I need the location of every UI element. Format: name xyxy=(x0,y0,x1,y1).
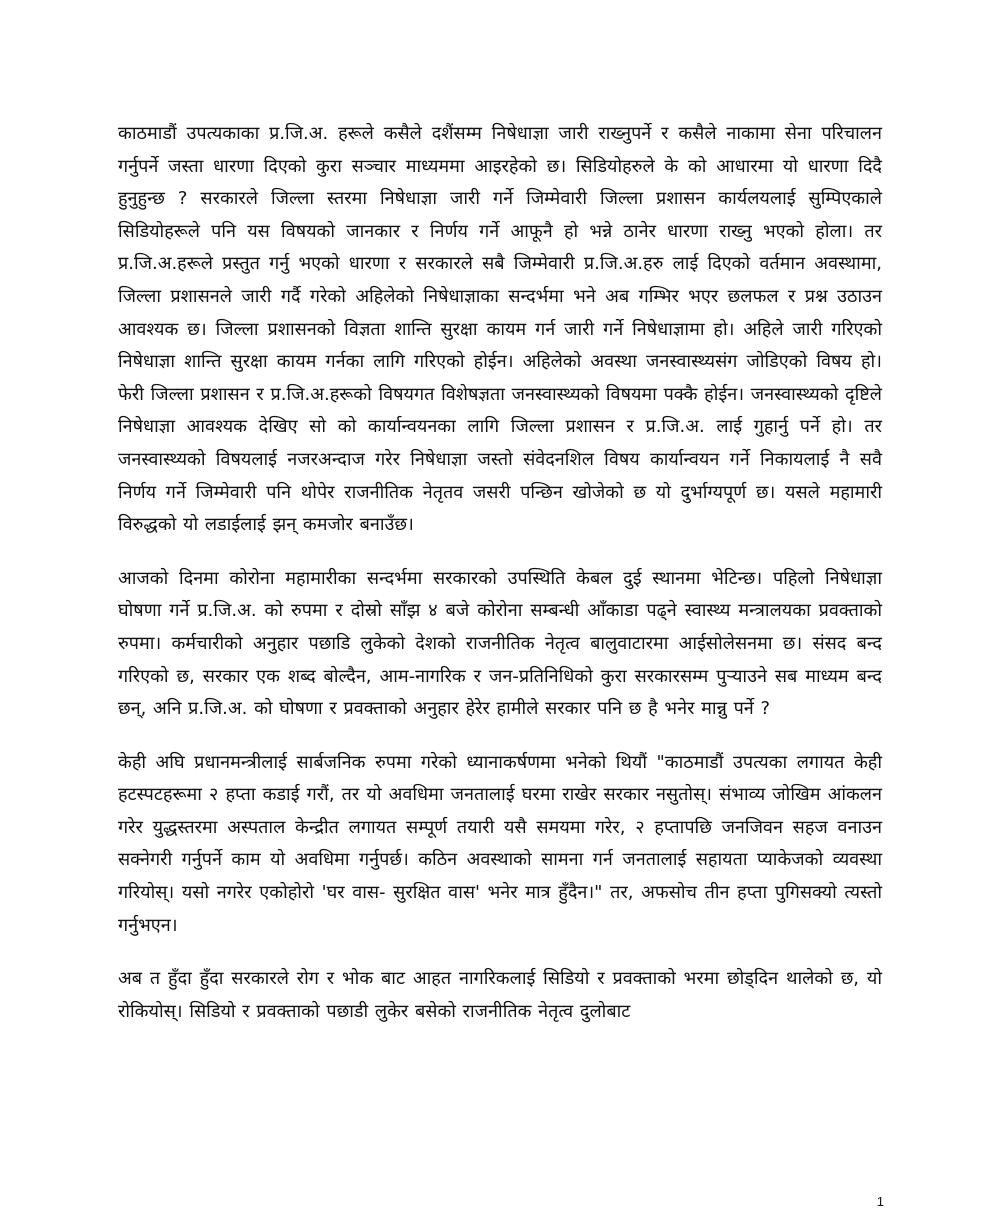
page-number: 1 xyxy=(876,1194,884,1209)
paragraph-3: केही अघि प्रधानमन्त्रीलाई सार्बजनिक रुपमा गरेको ध्यानाकर्षणमा भनेको थियौं "काठमाडौं उपत्यका लगायत केही हटस्पटहरूमा २ हप्ता कडाई गरौं, तर यो अवधिमा जनतालाई घरमा राखेर सरकार नसुतोस्। संभाव्य जोखिम आंकलन गरेर युद्धस्तरमा अस्पताल केन्द्रीत लगायत सम्पूर्ण तयारी यसै समयमा गरेर, २ हप्तापछि जनजिवन सहज वनाउन सक्नेगरी गर्नुपर्ने काम यो अवधिमा गर्नुपर्छ। कठिन अवस्थाको सामना गर्न जनतालाई सहायता प्याकेजको व्यवस्था गरियोस्। यसो नगरेर एकोहोरो 'घर वास- सुरक्षित वास' भनेर मात्र हुँदैन।" तर, अफसोच तीन हप्ता पुगिसक्यो त्यस्तो गर्नुभएन। xyxy=(118,751,882,936)
paragraph-1: काठमाडौं उपत्यकाका प्र.जि.अ. हरूले कसैले दशैंसम्म निषेधाज्ञा जारी राख्नुपर्ने र कसैले नाकामा सेना परिचालन गर्नुपर्ने जस्ता धारणा दिएको कुरा सञ्चार माध्यममा आइरहेको छ। सिडियोहरुले के को आधारमा यो धारणा दिदै हुनुहुन्छ ? सरकारले जिल्ला स्तरमा निषेधाज्ञा जारी गर्ने जिम्मेवारी जिल्ला प्रशासन कार्यलयलाई सुम्पिएकाले सिडियोहरूले पनि यस विषयको जानकार र निर्णय गर्ने आफूनै हो भन्ने ठानेर धारणा राख्नु भएको होला। तर प्र.जि.अ.हरूले प्रस्तुत गर्नु भएको धारणा र सरकारले सबै जिम्मेवारी प्र.जि.अ.हरु लाई दिएको वर्तमान अवस्थामा, जिल्ला प्रशासनले जारी गर्दै गरेको अहिलेको निषेधाज्ञाका सन्दर्भमा भने अब गम्भिर भएर छलफल र प्रश्न उठाउन आवश्यक छ। जिल्ला प्रशासनको विज्ञता शान्ति सुरक्षा कायम गर्न जारी गर्ने निषेधाज्ञामा हो। अहिले जारी गरिएको निषेधाज्ञा शान्ति सुरक्षा कायम गर्नका लागि गरिएको होईन। अहिलेको अवस्था जनस्वास्थ्यसंग जोडिएको विषय हो। फेरी जिल्ला प्रशासन र प्र.जि.अ.हरूको विषयगत विशेषज्ञता जनस्वास्थ्यको विषयमा पक्कै होईन। जनस्वास्थ्यको दृष्टिले निषेधाज्ञा आवश्यक देखिए सो को कार्यान्वयनका लागि जिल्ला प्रशासन र प्र.जि.अ. लाई गुहार्नु पर्ने हो। तर जनस्वास्थ्यको विषयलाई नजरअन्दाज गरेर निषेधाज्ञा जस्तो संवेदनशिल विषय कार्यान्वयन गर्ने निकायलाई नै सवै निर्णय गर्ने जिम्मेवारी पनि थोपेर राजनीतिक नेतृतव जसरी पन्छिन खोजेको छ यो दुर्भाग्यपूर्ण छ। यसले महामारी विरुद्धको यो लडाईलाई झन् कमजोर बनाउँछ। xyxy=(118,123,882,536)
paragraph-4: अब त हुँदा हुँदा सरकारले रोग र भोक बाट आहत नागरिकलाई सिडियो र प्रवक्ताको भरमा छोड्दिन थालेको छ, यो रोकियोस्। सिडियो र प्रवक्ताको पछाडी लुकेर बसेको राजनीतिक नेतृत्व दुलोबाट xyxy=(118,968,882,1022)
document-body xyxy=(118,118,882,1049)
paragraph-2: आजको दिनमा कोरोना महामारीका सन्दर्भमा सरकारको उपस्थिति केबल दुई स्थानमा भेटिन्छ। पहिलो निषेधाज्ञा घोषणा गर्ने प्र.जि.अ. को रुपमा र दोस्रो साँझ ४ बजे कोरोना सम्बन्धी आँकाडा पढ्ने स्वास्थ्य मन्त्रालयका प्रवक्ताको रुपमा। कर्मचारीको अनुहार पछाडि लुकेको देशको राजनीतिक नेतृत्व बालुवाटारमा आईसोलेसनमा छ। संसद बन्द गरिएको छ, सरकार एक शब्द बोल्दैन, आम-नागरिक र जन-प्रतिनिधिको कुरा सरकारसम्म पुऱ्याउने सब माध्यम बन्द छन्, अनि प्र.जि.अ. को घोषणा र प्रवक्ताको अनुहार हेरेर हामीले सरकार पनि छ है भनेर मान्नु पर्ने ? xyxy=(118,567,882,720)
